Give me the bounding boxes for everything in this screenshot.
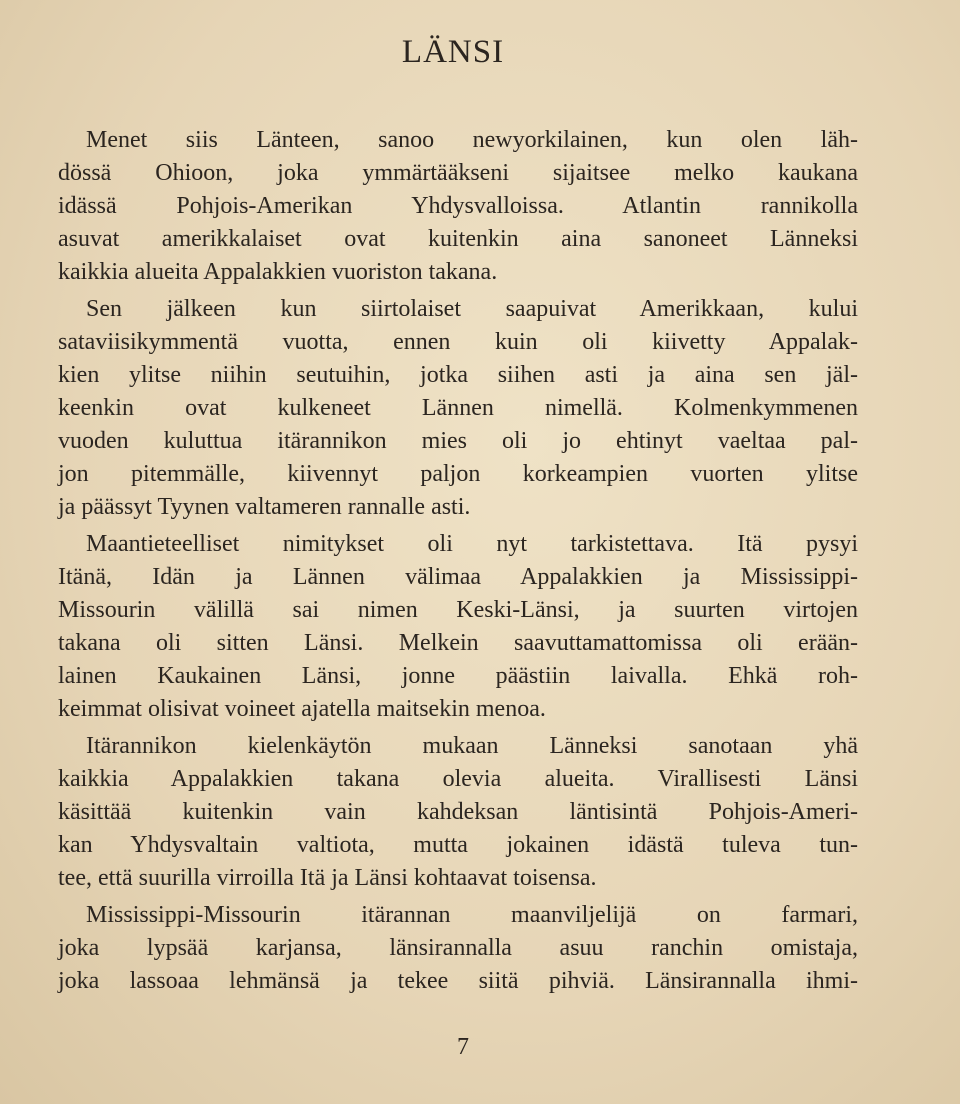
- text-line: Missourin välillä sai nimen Keski-Länsi, ja suurten virtojen: [58, 597, 858, 623]
- text-line: kan Yhdysvaltain valtiota, mutta jokainen idästä tuleva tun-: [58, 832, 858, 858]
- text-line: joka lassoaa lehmänsä ja tekee siitä pihviä. Länsirannalla ihmi-: [58, 968, 858, 994]
- body-text: [58, 124, 858, 1002]
- text-line: tee, että suurilla virroilla Itä ja Länsi kohtaavat toisensa.: [58, 865, 597, 891]
- text-line: Sen jälkeen kun siirtolaiset saapuivat Amerikkaan, kului: [86, 296, 858, 322]
- text-line: sataviisikymmentä vuotta, ennen kuin oli kiivetty Appalak-: [58, 329, 858, 355]
- text-line: joka lypsää karjansa, länsirannalla asuu ranchin omistaja,: [58, 935, 858, 961]
- text-line: ja päässyt Tyynen valtameren rannalle asti.: [58, 494, 471, 520]
- text-line: kaikkia alueita Appalakkien vuoriston takana.: [58, 259, 498, 285]
- text-line: keimmat olisivat voineet ajatella maitsekin menoa.: [58, 696, 546, 722]
- text-line: jon pitemmälle, kiivennyt paljon korkeampien vuorten ylitse: [58, 461, 858, 487]
- text-line: idässä Pohjois-Amerikan Yhdysvalloissa. Atlantin rannikolla: [58, 193, 858, 219]
- text-line: Mississippi-Missourin itärannan maanviljelijä on farmari,: [86, 902, 858, 928]
- text-line: Itärannikon kielenkäytön mukaan Länneksi sanotaan yhä: [86, 733, 858, 759]
- text-line: Maantieteelliset nimitykset oli nyt tarkistettava. Itä pysyi: [86, 531, 858, 557]
- paragraph: [58, 124, 858, 289]
- paragraph: [58, 293, 858, 524]
- paragraph: [58, 899, 858, 998]
- text-line: lainen Kaukainen Länsi, jonne päästiin laivalla. Ehkä roh-: [58, 663, 858, 689]
- text-line: käsittää kuitenkin vain kahdeksan läntisintä Pohjois-Ameri-: [58, 799, 858, 825]
- text-line: Menet siis Länteen, sanoo newyorkilainen, kun olen läh-: [86, 127, 858, 153]
- chapter-title: LÄNSI: [401, 34, 505, 70]
- text-line: asuvat amerikkalaiset ovat kuitenkin aina sanoneet Länneksi: [58, 226, 858, 252]
- text-line: vuoden kuluttua itärannikon mies oli jo ehtinyt vaeltaa pal-: [58, 428, 858, 454]
- text-line: kien ylitse niihin seutuihin, jotka siihen asti ja aina sen jäl-: [58, 362, 858, 388]
- paragraph: [58, 730, 858, 895]
- text-line: takana oli sitten Länsi. Melkein saavuttamattomissa oli erään-: [58, 630, 858, 656]
- text-line: Itänä, Idän ja Lännen välimaa Appalakkien ja Mississippi-: [58, 564, 858, 590]
- page-number: 7: [457, 1034, 469, 1060]
- text-line: dössä Ohioon, joka ymmärtääkseni sijaitsee melko kaukana: [58, 160, 858, 186]
- paragraph: [58, 528, 858, 726]
- text-line: kaikkia Appalakkien takana olevia alueita. Virallisesti Länsi: [58, 766, 858, 792]
- text-line: keenkin ovat kulkeneet Lännen nimellä. Kolmenkymmenen: [58, 395, 858, 421]
